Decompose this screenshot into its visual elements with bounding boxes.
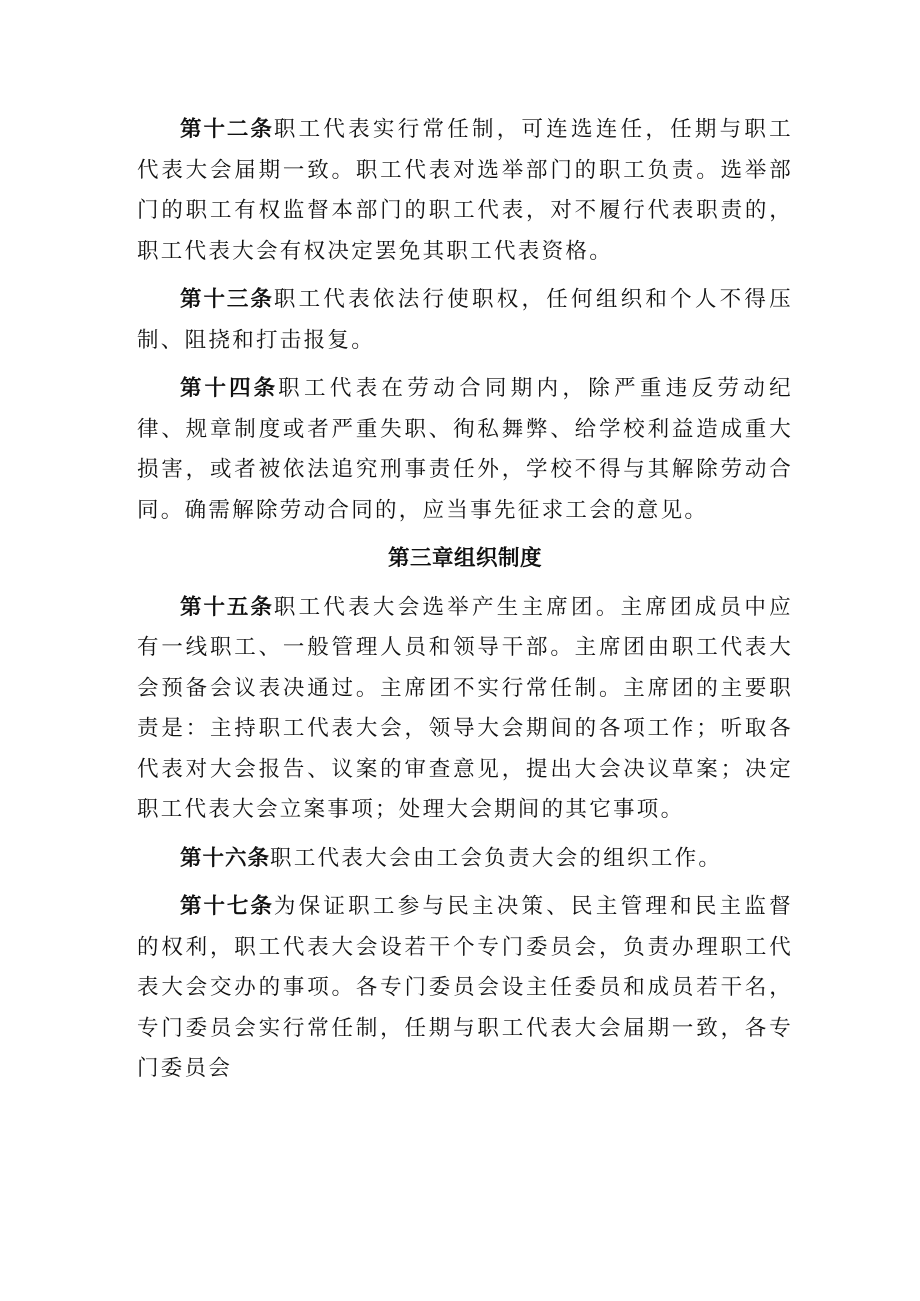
article-label: 第十七条 <box>180 894 274 919</box>
article-text: 职工代表在劳动合同期内，除严重违反劳动纪律、规章制度或者严重失职、徇私舞弊、给学校利益造成重大损害，或者被依法追究刑事责任外，学校不得与其解除劳动合同。确需解除劳动合同的，应当事先征求工会的意见。 <box>137 376 793 523</box>
article-13 <box>137 280 793 361</box>
article-17 <box>137 887 793 1090</box>
document-page <box>137 110 793 1098</box>
article-14 <box>137 369 793 531</box>
article-12 <box>137 110 793 272</box>
article-15 <box>137 588 793 831</box>
article-label: 第十五条 <box>180 594 274 620</box>
article-label: 第十三条 <box>180 287 274 312</box>
chapter-heading: 第三章组织制度 <box>387 546 542 571</box>
article-text: 为保证职工参与民主决策、民主管理和民主监督的权利，职工代表大会设若干个专门委员会，负责办理职工代表大会交办的事项。各专门委员会设主任委员和成员若干名，专门委员会实行常任制，任期与职工代表大会届期一致，各专门委员会 <box>137 894 793 1081</box>
article-text: 职工代表实行常任制，可连选连任，任期与职工代表大会届期一致。职工代表对选举部门的职工负责。选举部门的职工有权监督本部门的职工代表，对不履行代表职责的，职工代表大会有权决定罢免其职工代表资格。 <box>137 117 793 264</box>
article-label: 第十二条 <box>180 117 274 142</box>
article-label: 第十四条 <box>180 376 279 401</box>
article-text: 职工代表大会选举产生主席团。主席团成员中应有一线职工、一般管理人员和领导干部。主席团由职工代表大会预备会议表决通过。主席团不实行常任制。主席团的主要职责是：主持职工代表大会，领导大会期间的各项工作；听取各代表对大会报告、议案的审查意见，提出大会决议草案；决定职工代表大会立案事项；处理大会期间的其它事项。 <box>137 594 793 822</box>
article-text: 职工代表大会由工会负责大会的组织工作。 <box>270 845 723 871</box>
article-16 <box>137 839 793 880</box>
article-text: 职工代表依法行使职权，任何组织和个人不得压制、阻挠和打击报复。 <box>137 287 793 353</box>
article-label: 第十六条 <box>180 845 271 871</box>
